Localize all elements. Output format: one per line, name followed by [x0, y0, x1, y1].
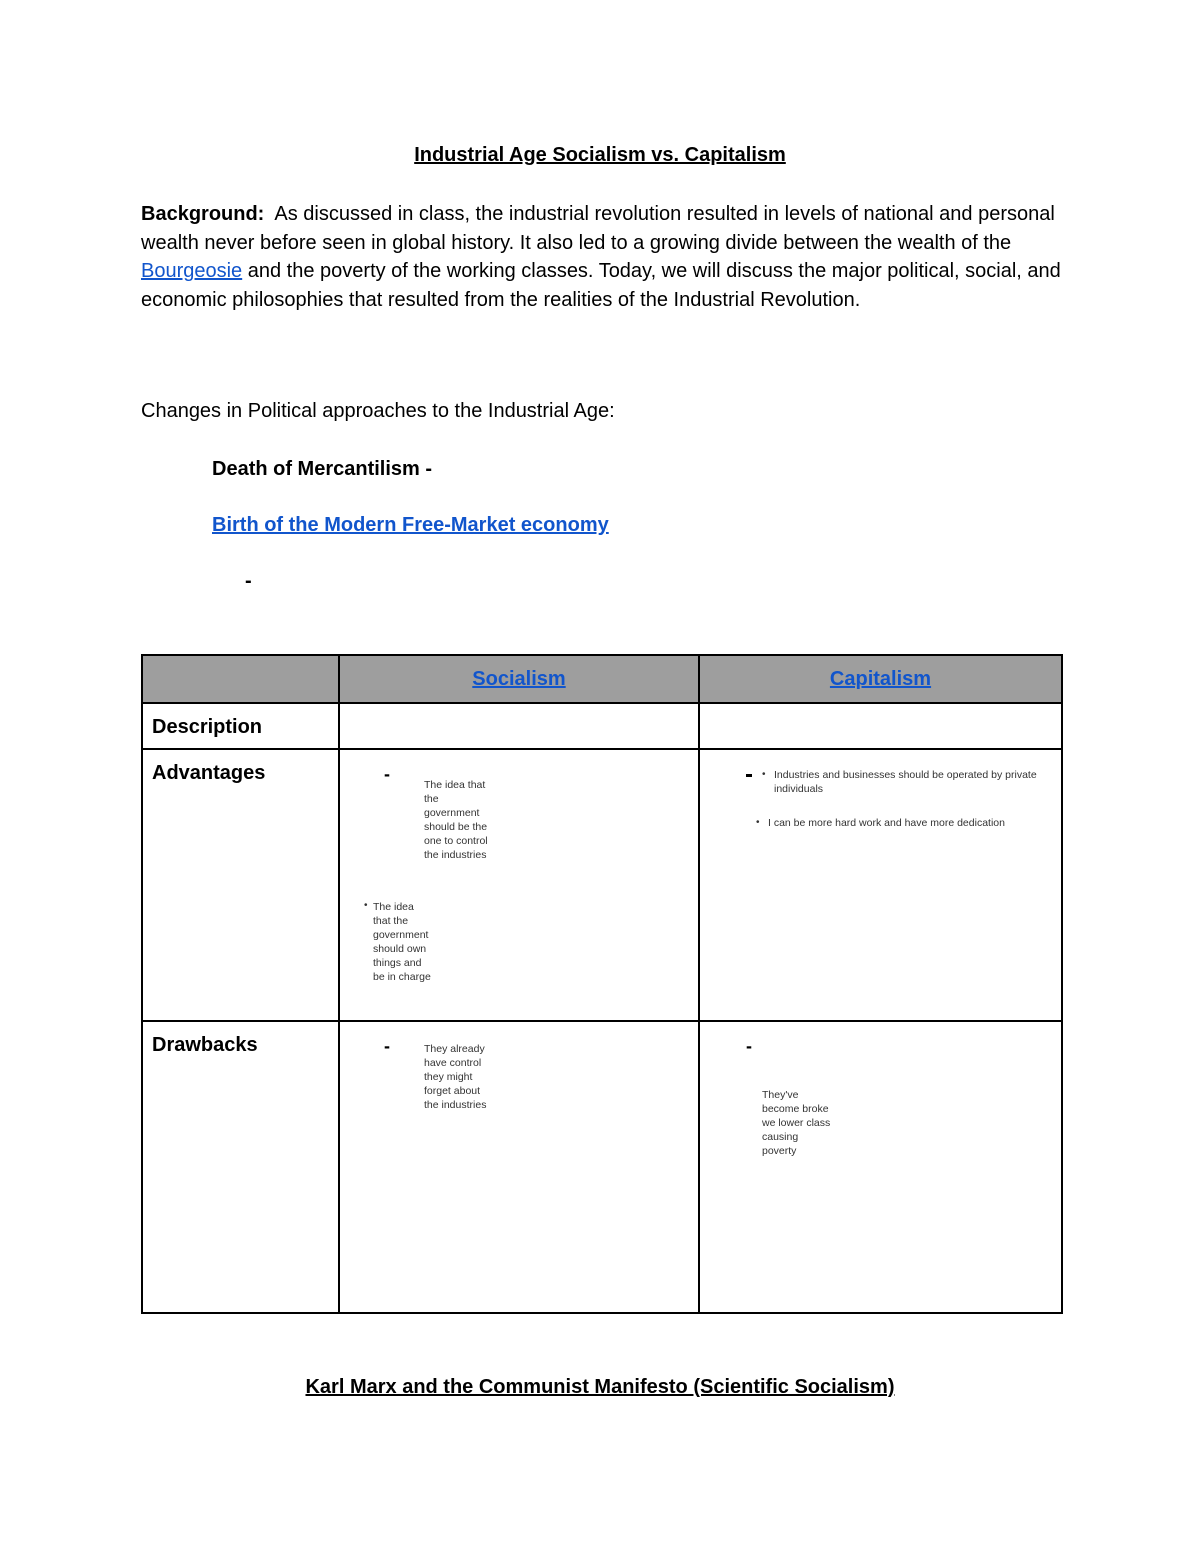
description-label: Description [152, 716, 263, 738]
death-of-mercantilism-heading: Death of Mercantilism - [212, 458, 433, 480]
header-empty-cell [142, 655, 339, 703]
header-socialism-cell [339, 655, 699, 703]
bullet-dot: • [364, 900, 368, 911]
row-label-cell [142, 703, 339, 749]
dash-bullet: - [746, 1036, 752, 1056]
page-title: Industrial Age Socialism vs. Capitalism [414, 144, 786, 166]
socialism-link[interactable]: Socialism [472, 667, 566, 690]
background-text-2: and the poverty of the working classes. Today, we will discuss the major political, social, and economic philosophies that resulted from the realities of the Industrial Revolution. [141, 260, 1061, 311]
capitalism-advantage-2: I can be more hard work and have more dedication [768, 817, 1005, 829]
bourgeosie-link[interactable]: Bourgeosie [141, 260, 243, 283]
table-row-description [142, 703, 1062, 749]
background-label: Background: [141, 203, 265, 225]
capitalism-drawback: They've become broke we lower class causing poverty [762, 1089, 831, 1157]
bullet-dot: • [762, 769, 766, 780]
dash-bullet [746, 774, 752, 777]
socialism-advantages-cell[interactable] [339, 749, 699, 1021]
header-capitalism-cell [699, 655, 1062, 703]
dash-bullet: - [384, 764, 390, 784]
table-row-advantages [142, 749, 1062, 1021]
capitalism-advantage-1: Industries and businesses should be operated by private individuals [774, 769, 1037, 795]
socialism-advantage-2: The idea that the government should own things and be in charge [373, 901, 431, 983]
background-text-1: As discussed in class, the industrial revolution resulted in levels of national and personal wealth never before seen in global history. It also led to a growing divide between the wealth of the [141, 203, 1055, 254]
background-paragraph [141, 200, 1066, 314]
karl-marx-heading: Karl Marx and the Communist Manifesto (Scientific Socialism) [305, 1376, 895, 1398]
socialism-description-cell[interactable] [339, 703, 699, 749]
bullet-dot: • [756, 817, 760, 828]
drawbacks-label: Drawbacks [152, 1034, 258, 1056]
dash-bullet: - [384, 1036, 390, 1056]
socialism-advantage-1: The idea that the government should be the one to control the industries [424, 779, 488, 861]
comparison-table [141, 654, 1063, 1314]
table-header-row [142, 655, 1062, 703]
empty-bullet-dash: - [245, 570, 252, 592]
table-row-drawbacks [142, 1021, 1062, 1313]
capitalism-drawbacks-cell[interactable] [699, 1021, 1062, 1313]
changes-heading: Changes in Political approaches to the Industrial Age: [141, 400, 615, 422]
row-label-cell [142, 749, 339, 1021]
socialism-drawback: They already have control they might forget about the industries [424, 1043, 487, 1111]
advantages-label: Advantages [152, 762, 266, 784]
birth-of-free-market-link[interactable]: Birth of the Modern Free-Market economy [212, 514, 609, 536]
capitalism-advantages-cell[interactable] [699, 749, 1062, 1021]
capitalism-description-cell[interactable] [699, 703, 1062, 749]
socialism-drawbacks-cell[interactable] [339, 1021, 699, 1313]
row-label-cell [142, 1021, 339, 1313]
capitalism-link[interactable]: Capitalism [829, 667, 932, 690]
